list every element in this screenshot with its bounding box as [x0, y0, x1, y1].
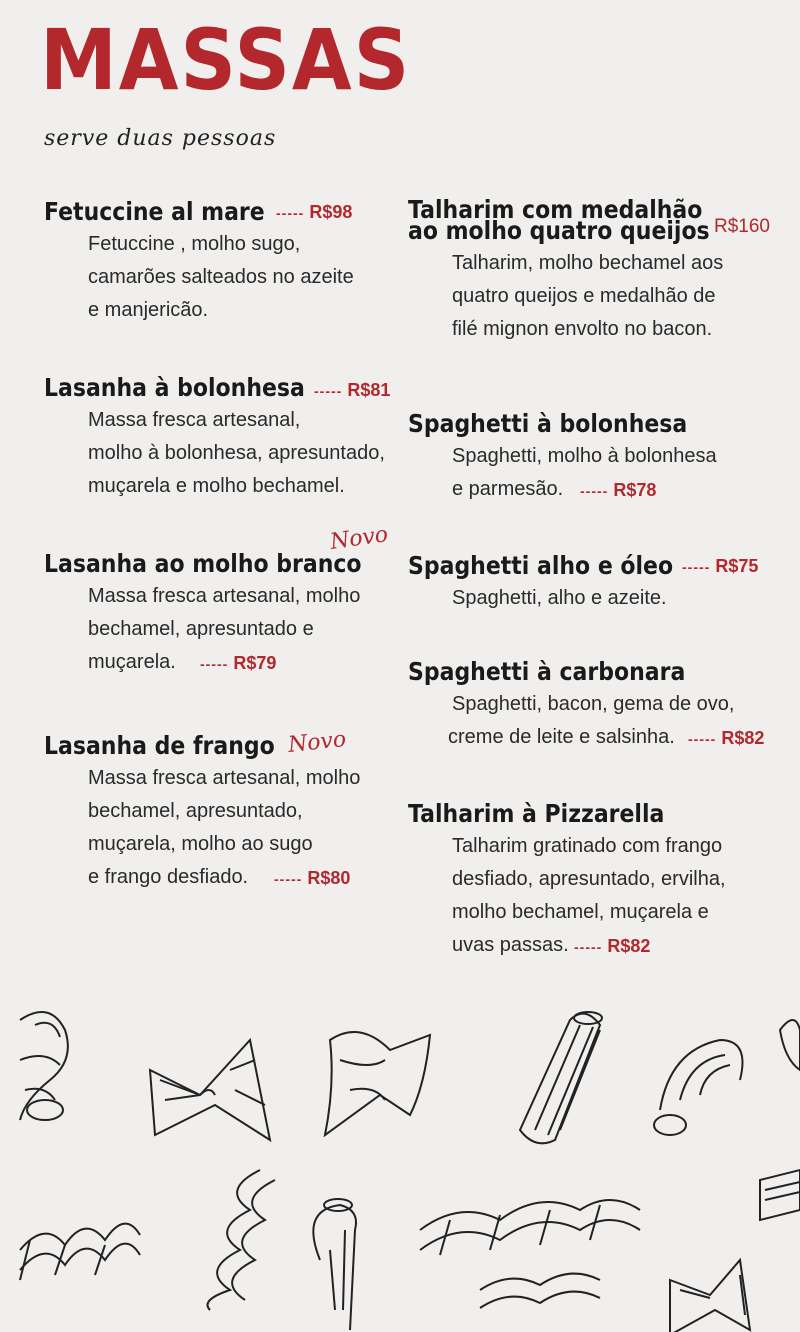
item-name: Talharim à Pizzarella	[408, 799, 665, 828]
item-name: Lasanha de frango	[44, 731, 275, 760]
desc-text: muçarela.	[88, 651, 176, 673]
price-value: R$79	[233, 653, 277, 673]
menu-item-spaghetti-carbonara	[408, 656, 765, 754]
item-desc-line: Talharim, molho bechamel aos	[452, 252, 724, 274]
menu-item-lasanha-bolonhesa	[44, 372, 391, 503]
menu-item-talharim-pizzarella	[408, 798, 726, 962]
item-desc-line: molho à bolonhesa, apresuntado,	[88, 442, 385, 464]
new-badge: Novo	[328, 522, 390, 555]
price-dash: -----	[314, 383, 343, 399]
farfalle-icon	[670, 1260, 750, 1332]
price-value: R$98	[309, 202, 353, 222]
menu-item-spaghetti-bolonhesa	[408, 408, 725, 506]
item-desc-line: bechamel, apresuntado,	[88, 800, 303, 822]
gemelli-icon	[420, 1200, 640, 1255]
item-desc-line: Massa fresca artesanal,	[88, 409, 301, 431]
item-price	[200, 647, 276, 681]
item-price	[276, 202, 352, 223]
item-desc-line: Fetuccine , molho sugo,	[88, 233, 301, 255]
price-dash: -----	[682, 559, 711, 575]
item-name: Spaghetti à bolonhesa	[408, 409, 688, 438]
menu-item-spaghetti-alho-oleo	[408, 550, 759, 615]
item-desc-line: muçarela e molho bechamel.	[88, 475, 345, 497]
item-desc-line: molho bechamel, muçarela e	[452, 901, 709, 923]
item-desc-line	[88, 861, 360, 894]
item-price: R$160	[714, 216, 770, 237]
price-value: R$80	[307, 868, 351, 888]
item-desc-line: desfiado, apresuntado, ervilha,	[452, 868, 726, 890]
item-price	[574, 930, 650, 964]
new-badge: Novo	[286, 727, 348, 758]
item-desc-line: camarões salteados no azeite	[88, 266, 354, 288]
fusilli-icon	[20, 1224, 140, 1280]
menu-item-talharim-medalhao	[408, 194, 770, 346]
gemelli-icon	[480, 1274, 600, 1308]
item-price	[274, 862, 350, 896]
penne-icon	[313, 1199, 356, 1330]
item-name-line: ao molho quatro queijos	[408, 216, 710, 245]
macaroni-icon	[654, 1040, 743, 1135]
penne-icon	[520, 1012, 602, 1143]
farfalle-icon	[325, 1032, 430, 1135]
macaroni-icon	[20, 1012, 68, 1120]
desc-text: e frango desfiado.	[88, 866, 249, 888]
item-name: Spaghetti alho e óleo	[408, 551, 674, 580]
item-name: Lasanha ao molho branco	[44, 549, 362, 578]
price-value: R$75	[715, 556, 759, 576]
menu-item-lasanha-frango	[44, 727, 361, 894]
item-name: Lasanha à bolonhesa	[44, 373, 305, 402]
price-dash: -----	[574, 939, 603, 955]
farfalle-icon	[150, 1040, 270, 1140]
item-price	[580, 474, 656, 508]
item-desc-line: Spaghetti, molho à bolonhesa	[452, 445, 717, 467]
price-value: R$82	[607, 936, 651, 956]
price-dash: -----	[274, 871, 303, 887]
page-title: MASSAS	[40, 11, 412, 109]
price-value: R$78	[613, 480, 657, 500]
item-desc-line: Massa fresca artesanal, molho	[88, 767, 361, 789]
item-desc-line: muçarela, molho ao sugo	[88, 833, 313, 855]
desc-text: e parmesão.	[452, 478, 564, 500]
item-desc-line: Massa fresca artesanal, molho	[88, 585, 361, 607]
item-desc-line: e manjericão.	[88, 299, 209, 321]
menu-item-fetuccine-al-mare	[44, 196, 354, 327]
item-desc-line: filé mignon envolto no bacon.	[452, 318, 713, 340]
price-value: R$81	[347, 380, 391, 400]
item-desc-line: bechamel, apresuntado e	[88, 618, 314, 640]
item-desc-line	[88, 646, 405, 679]
pasta-illustration	[0, 990, 800, 1332]
price-value: R$82	[721, 728, 765, 748]
item-desc-line	[452, 473, 725, 506]
item-desc-line: Spaghetti, alho e azeite.	[452, 587, 667, 609]
item-price	[314, 380, 390, 401]
item-price	[688, 722, 764, 756]
item-desc-line: Spaghetti, bacon, gema de ovo,	[452, 693, 735, 715]
price-dash: -----	[200, 656, 229, 672]
item-name: Fetuccine al mare	[44, 197, 265, 226]
item-desc-line	[448, 721, 765, 754]
fusilli-icon	[208, 1170, 276, 1310]
item-name-line: Talharim com medalhão	[408, 195, 703, 224]
desc-text: uvas passas.	[452, 934, 569, 956]
menu-item-lasanha-molho-branco	[44, 548, 405, 679]
desc-text: creme de leite e salsinha.	[448, 726, 675, 748]
price-dash: -----	[688, 731, 717, 747]
item-desc-line: quatro queijos e medalhão de	[452, 285, 716, 307]
item-desc-line	[452, 929, 726, 962]
price-dash: -----	[580, 483, 609, 499]
page-subtitle: serve duas pessoas	[44, 126, 277, 151]
item-desc-line: Talharim gratinado com frango	[452, 835, 723, 857]
price-dash: -----	[276, 205, 305, 221]
item-name: Spaghetti à carbonara	[408, 657, 686, 686]
item-price	[682, 556, 758, 577]
